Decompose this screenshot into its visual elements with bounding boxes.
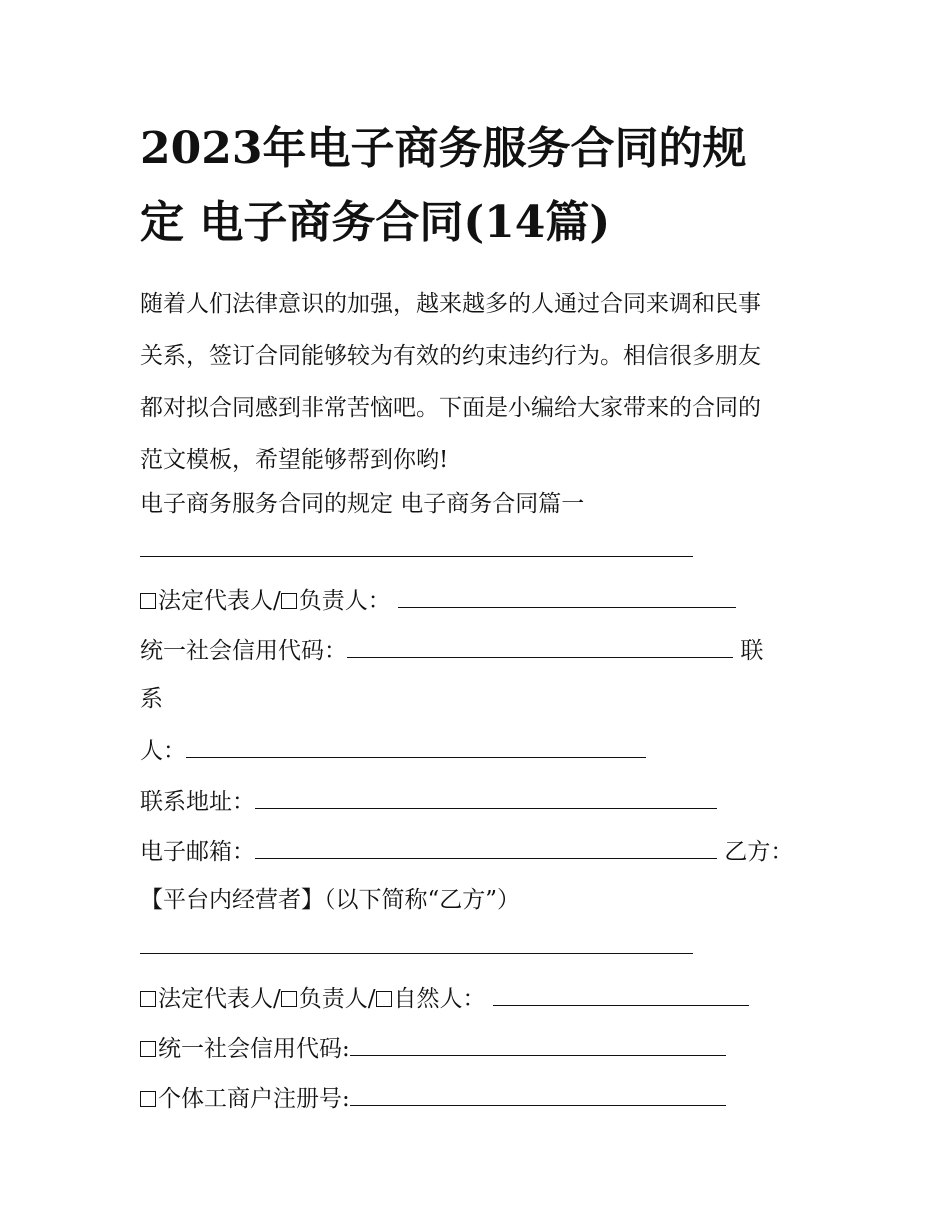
label-rep: 法定代表人/ <box>158 588 281 614</box>
checkbox[interactable] <box>281 593 297 609</box>
intro-line: 随着人们法律意识的加强，越来越多的人通过合同来调和民事 <box>140 291 761 317</box>
section-heading: 电子商务服务合同的规定 电子商务合同篇一 <box>140 491 585 517</box>
address-line <box>140 784 717 818</box>
label-rep: 法定代表人/ <box>158 986 281 1012</box>
representative-blank <box>493 981 749 1006</box>
credit-code-blank <box>350 1031 726 1056</box>
label-party-b: 乙方： <box>724 839 794 865</box>
title-line-1: 2023年电子商务服务合同的规 <box>140 123 747 174</box>
label-contact-tail: 联 <box>740 638 764 664</box>
intro-line: 都对拟合同感到非常苦恼吧。下面是小编给大家带来的合同的 <box>140 395 761 421</box>
label-contact-person: 人： <box>140 738 186 764</box>
label-natural-person: 自然人： <box>393 986 486 1012</box>
checkbox[interactable] <box>140 1041 156 1057</box>
document-title <box>140 112 820 260</box>
credit-code-blank <box>347 633 733 658</box>
intro-line: 范文模板，希望能够帮到你哟! <box>140 447 449 473</box>
checkbox[interactable] <box>140 593 156 609</box>
label-individual-reg: 个体工商户注册号: <box>158 1086 350 1112</box>
intro-paragraph <box>140 278 820 486</box>
representative-line-2 <box>140 981 749 1015</box>
credit-code-line-2 <box>140 1031 726 1065</box>
individual-registration-line <box>140 1081 726 1115</box>
label-responsible: 负责人/ <box>298 986 376 1012</box>
email-line <box>140 834 793 868</box>
contact-person-blank <box>186 733 646 758</box>
address-blank <box>255 784 717 809</box>
platform-operator-line: 【平台内经营者】（以下简称“乙方”） <box>140 887 521 913</box>
credit-code-line-1 <box>140 633 763 667</box>
contact-person-line <box>140 733 646 767</box>
label-credit-code: 统一社会信用代码: <box>158 1036 350 1062</box>
representative-blank <box>398 583 736 608</box>
checkbox[interactable] <box>376 991 392 1007</box>
email-blank <box>255 834 717 859</box>
intro-line: 关系，签订合同能够较为有效的约束违约行为。相信很多朋友 <box>140 343 761 369</box>
label-email: 电子邮箱： <box>140 839 255 865</box>
party-a-name-blank <box>140 556 693 557</box>
checkbox[interactable] <box>281 991 297 1007</box>
title-line-2: 定 电子商务合同(14篇) <box>140 197 611 248</box>
party-b-name-blank <box>140 953 693 954</box>
contact-xi-line: 系 <box>140 686 163 712</box>
checkbox[interactable] <box>140 1091 156 1107</box>
label-address: 联系地址： <box>140 789 255 815</box>
registration-blank <box>350 1081 726 1106</box>
checkbox[interactable] <box>140 991 156 1007</box>
label-responsible: 负责人： <box>298 588 391 614</box>
representative-line-1 <box>140 583 736 617</box>
label-credit-code: 统一社会信用代码： <box>140 638 347 664</box>
